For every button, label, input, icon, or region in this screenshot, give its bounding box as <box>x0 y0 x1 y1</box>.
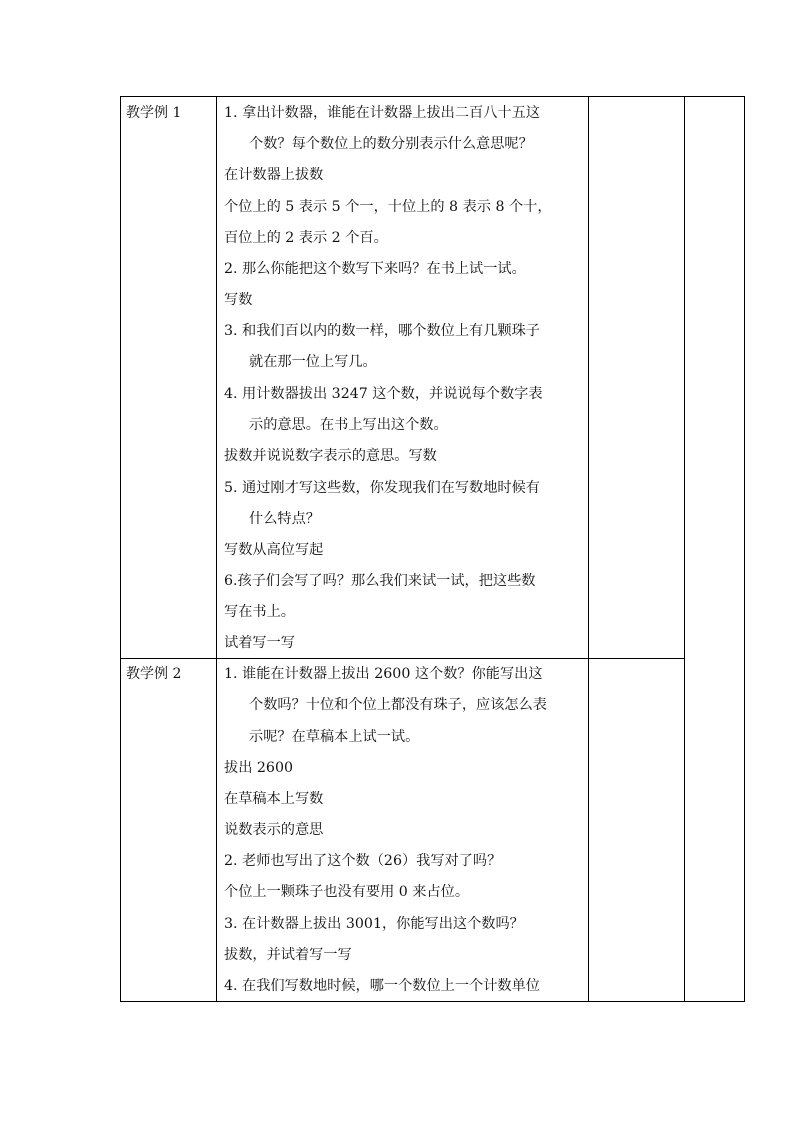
text-line: 个位上一颗珠子也没有要用 0 来占位。 <box>224 884 470 900</box>
text-line: 4. 用计数器拔出 3247 这个数，并说说每个数字表 <box>224 386 543 402</box>
table-left-border <box>120 96 121 1002</box>
text-line: 在草稿本上写数 <box>224 791 324 807</box>
text-line: 拔数并说说数字表示的意思。写数 <box>224 448 437 464</box>
text-line: 试着写一写 <box>224 635 295 651</box>
text-line: 2. 那么你能把这个数写下来吗？在书上试一试。 <box>224 261 526 277</box>
text-line: 写数 <box>224 292 253 308</box>
text-line: 个数吗？十位和个位上都没有珠子，应该怎么表 <box>249 697 547 713</box>
text-line: 写在书上。 <box>224 604 295 620</box>
column-divider-3 <box>684 96 685 1002</box>
row-label: 教学例 2 <box>126 666 182 682</box>
column-divider-2 <box>588 96 589 1002</box>
text-line: 示呢？在草稿本上试一试。 <box>249 729 420 745</box>
text-line: 1. 拿出计数器，谁能在计数器上拔出二百八十五这 <box>224 105 540 121</box>
row-divider <box>120 658 685 659</box>
text-line: 什么特点？ <box>249 511 320 527</box>
text-line: 示的意思。在书上写出这个数。 <box>249 417 448 433</box>
text-line: 4. 在我们写数地时候，哪一个数位上一个计数单位 <box>224 978 540 994</box>
text-line: 3. 在计数器上拔出 3001，你能写出这个数吗？ <box>224 916 524 932</box>
text-line: 1. 谁能在计数器上拔出 2600 这个数？你能写出这 <box>224 666 543 682</box>
text-line: 就在那一位上写几。 <box>249 354 377 370</box>
text-line: 个位上的 5 表示 5 个一，十位上的 8 表示 8 个十， <box>224 199 552 215</box>
row-label: 教学例 1 <box>126 105 182 121</box>
text-line: 在计数器上拔数 <box>224 167 324 183</box>
text-line: 2. 老师也写出了这个数（26）我写对了吗？ <box>224 853 502 869</box>
text-line: 5. 通过刚才写这些数，你发现我们在写数地时候有 <box>224 480 540 496</box>
table-top-border <box>120 96 745 97</box>
text-line: 百位上的 2 表示 2 个百。 <box>224 230 388 246</box>
text-line: 拔数，并试着写一写 <box>224 947 352 963</box>
text-line: 3. 和我们百以内的数一样，哪个数位上有几颗珠子 <box>224 323 540 339</box>
text-line: 个数？每个数位上的数分别表示什么意思呢？ <box>249 136 533 152</box>
table-right-border <box>744 96 745 1002</box>
column-divider-1 <box>216 96 217 1002</box>
text-line: 拔出 2600 <box>224 760 293 776</box>
text-line: 6.孩子们会写了吗？那么我们来试一试，把这些数 <box>224 573 536 589</box>
text-line: 说数表示的意思 <box>224 822 324 838</box>
text-line: 写数从高位写起 <box>224 542 324 558</box>
table-bottom-border <box>120 1001 745 1002</box>
